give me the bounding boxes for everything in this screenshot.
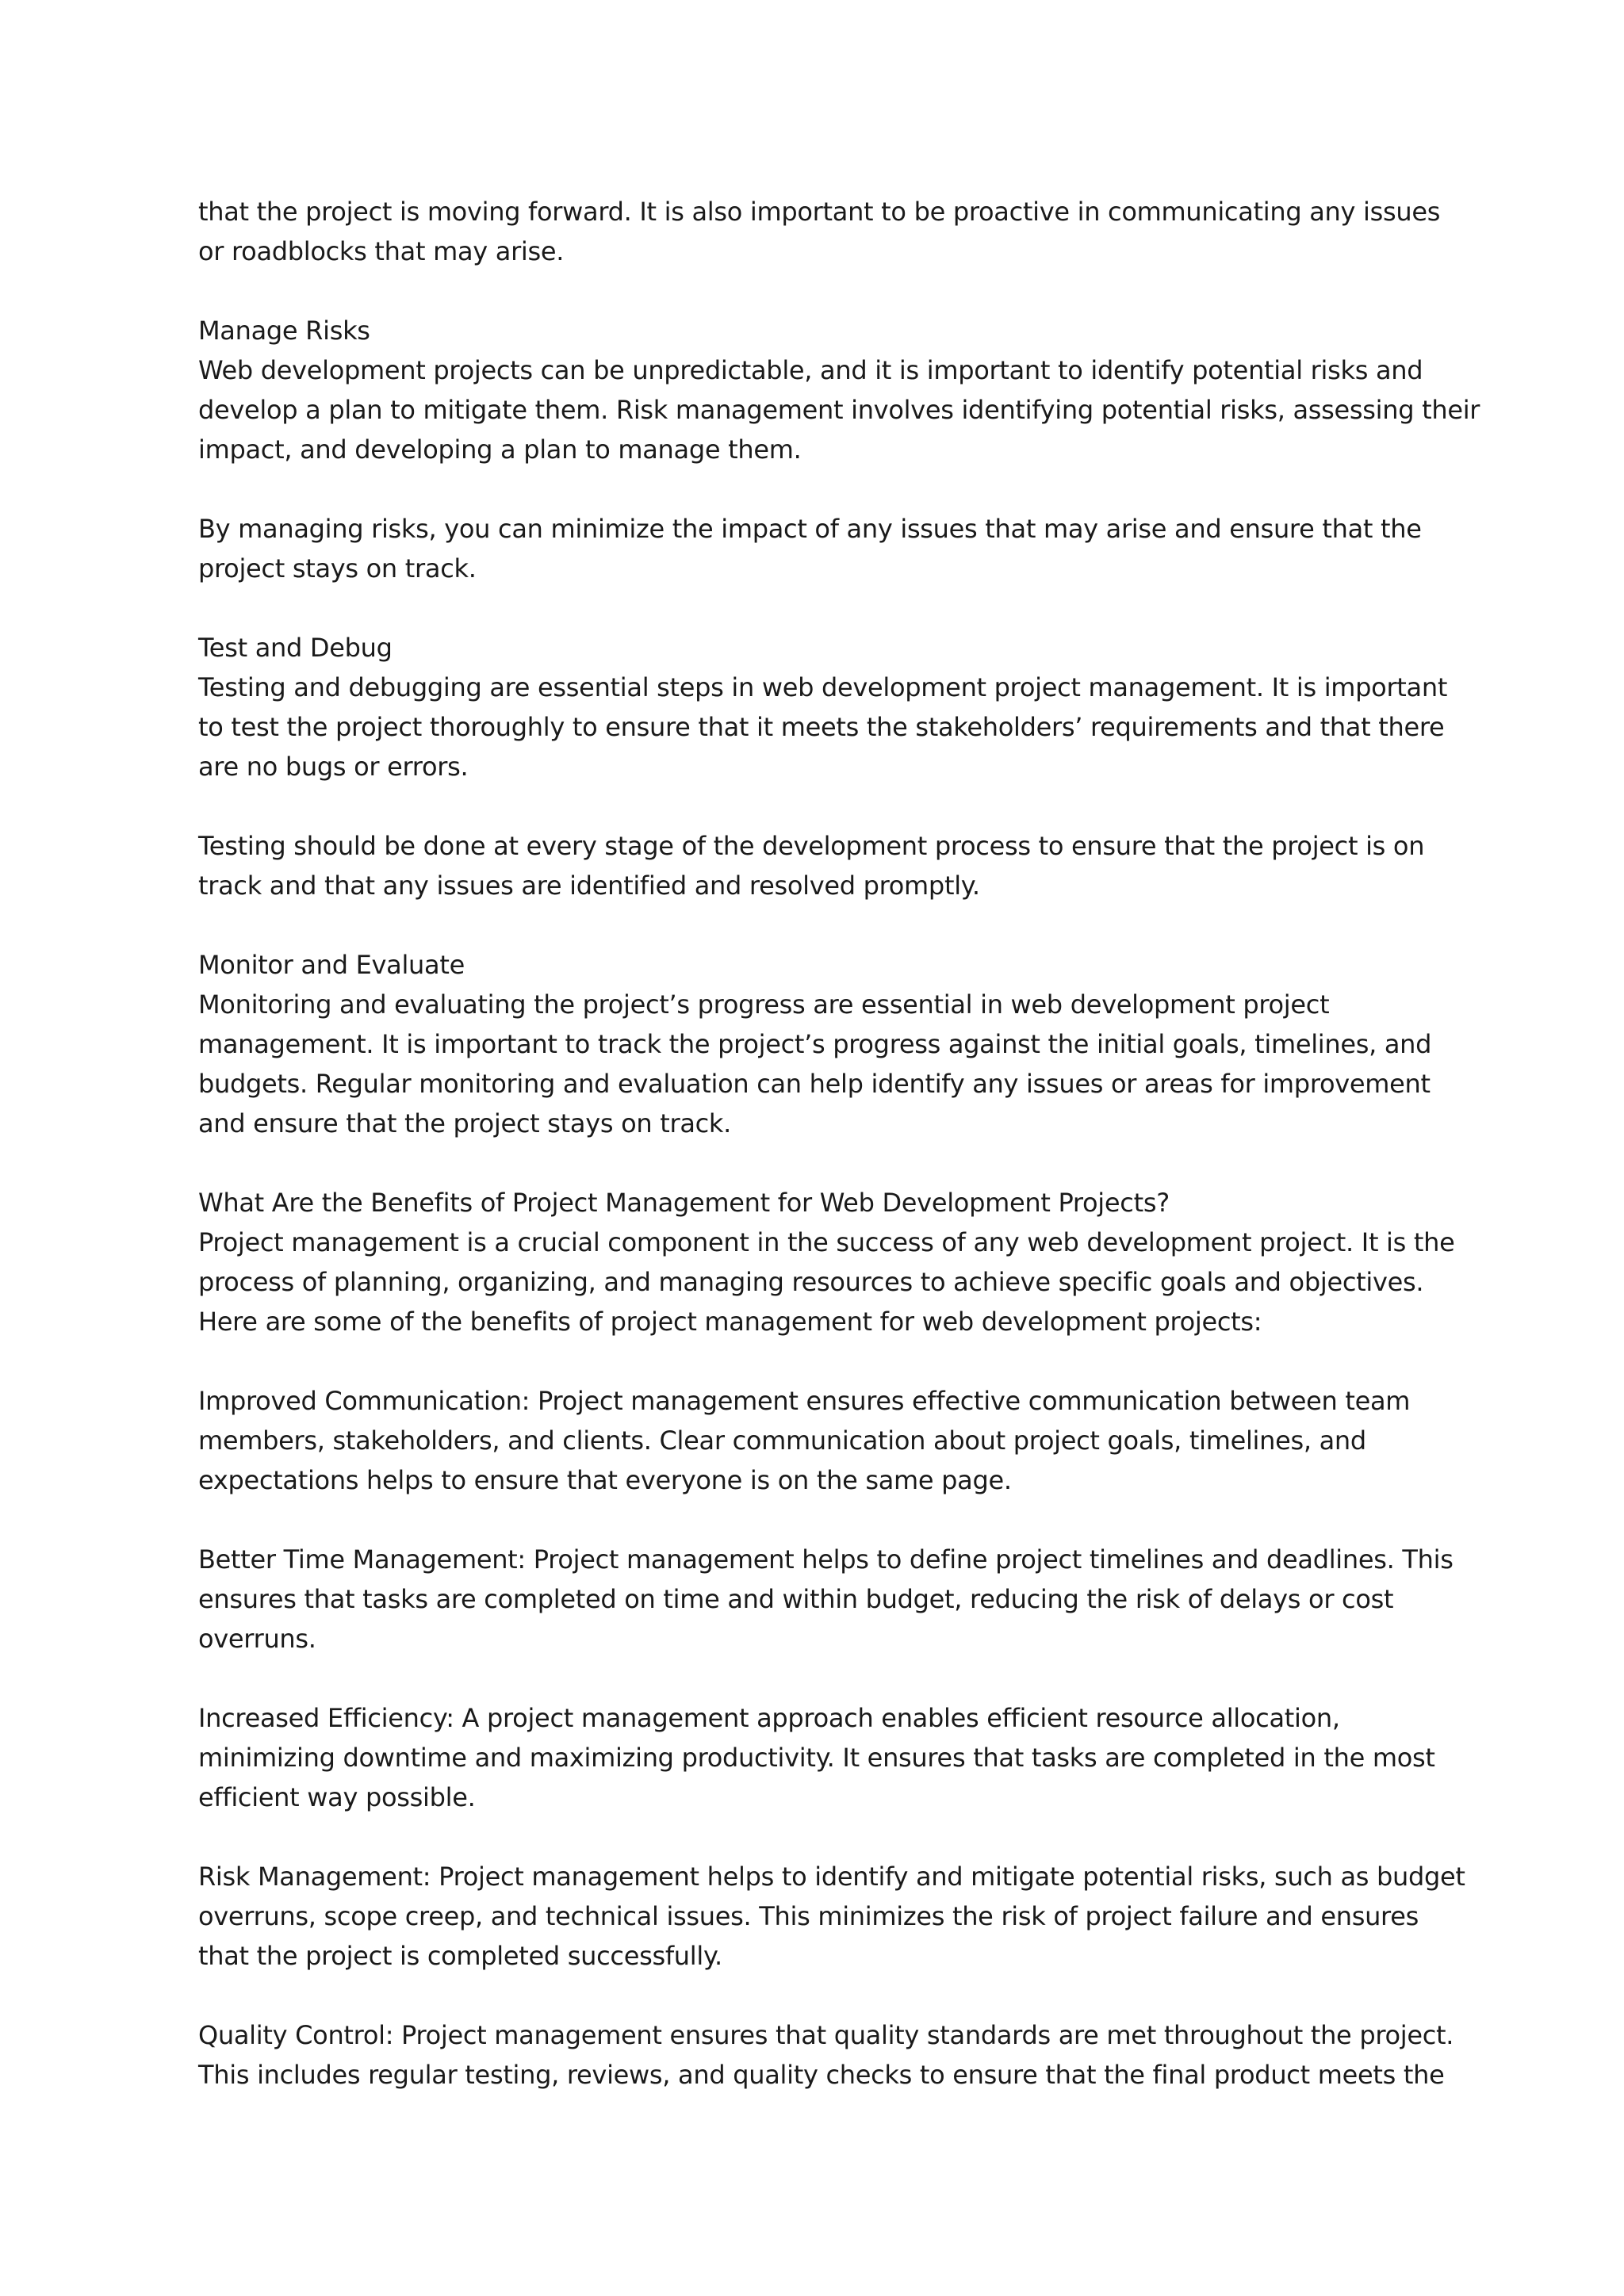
text-line: minimizing downtime and maximizing productivity. It ensures that tasks are completed in the most <box>198 1743 1435 1773</box>
section-monitor-and-evaluate <box>198 945 1451 1143</box>
paragraph-continuation <box>198 192 1451 271</box>
paragraph-quality-control <box>198 2015 1454 2095</box>
paragraph-spacer <box>198 1659 1451 1698</box>
text-line: By managing risks, you can minimize the impact of any issues that may arise and ensure that the <box>198 514 1422 544</box>
paragraph-spacer <box>198 271 1451 311</box>
text-line: Testing should be done at every stage of the development process to ensure that the project is on <box>198 831 1425 861</box>
text-line: to test the project thoroughly to ensure that it meets the stakeholders’ requirements and that there <box>198 712 1445 742</box>
paragraph-spacer <box>198 469 1451 509</box>
paragraph-spacer <box>198 1500 1451 1540</box>
text-line: develop a plan to mitigate them. Risk management involves identifying potential risks, assessing their <box>198 395 1480 425</box>
paragraph-testing <box>198 826 1451 905</box>
text-line: overruns, scope creep, and technical issues. This minimizes the risk of project failure and ensures <box>198 1901 1419 1931</box>
text-line: Testing and debugging are essential steps in web development project management. It is important <box>198 672 1448 702</box>
text-line: Here are some of the benefits of project management for web development projects: <box>198 1307 1262 1337</box>
paragraph-spacer <box>198 588 1451 628</box>
text-line: are no bugs or errors. <box>198 752 469 782</box>
text-line: Increased Efficiency: A project management approach enables efficient resource allocation, <box>198 1703 1340 1733</box>
paragraph-improved-communication <box>198 1381 1451 1500</box>
text-line: that the project is completed successfully. <box>198 1941 722 1971</box>
paragraph-better-time-management <box>198 1540 1454 1659</box>
text-line: members, stakeholders, and clients. Clear communication about project goals, timelines, and <box>198 1425 1366 1456</box>
text-line: Improved Communication: Project management ensures effective communication between team <box>198 1386 1411 1416</box>
text-line: that the project is moving forward. It is also important to be proactive in communicating any issues <box>198 197 1441 227</box>
paragraph-spacer <box>198 786 1451 826</box>
text-line: impact, and developing a plan to manage them. <box>198 434 802 465</box>
text-line: This includes regular testing, reviews, and quality checks to ensure that the final product meets the <box>198 2060 1445 2090</box>
text-line: Project management is a crucial component in the success of any web development project. It is the <box>198 1227 1455 1257</box>
text-line: expectations helps to ensure that everyone is on the same page. <box>198 1465 1012 1495</box>
paragraph-spacer <box>198 1341 1451 1381</box>
text-line: Quality Control: Project management ensures that quality standards are met throughout the project. <box>198 2020 1454 2050</box>
text-line: budgets. Regular monitoring and evaluation can help identify any issues or areas for improvement <box>198 1069 1431 1099</box>
section-manage-risks <box>198 311 1480 469</box>
text-line: efficient way possible. <box>198 1782 476 1812</box>
text-line: and ensure that the project stays on track. <box>198 1108 732 1138</box>
section-heading: Manage Risks <box>198 316 370 346</box>
section-test-and-debug <box>198 628 1451 786</box>
section-heading: Test and Debug <box>198 633 393 663</box>
text-line: overruns. <box>198 1624 316 1654</box>
paragraph-spacer <box>198 1143 1451 1183</box>
text-line: ensures that tasks are completed on time and within budget, reducing the risk of delays or cost <box>198 1584 1394 1614</box>
paragraph-spacer <box>198 1817 1451 1857</box>
text-line: Better Time Management: Project management helps to define project timelines and deadlines. This <box>198 1544 1454 1575</box>
paragraph-managing-risks <box>198 509 1451 588</box>
section-benefits <box>198 1183 1455 1341</box>
paragraph-spacer <box>198 1976 1451 2015</box>
text-line: management. It is important to track the project’s progress against the initial goals, timelines, and <box>198 1029 1432 1059</box>
paragraph-spacer <box>198 905 1451 945</box>
text-line: Web development projects can be unpredictable, and it is important to identify potential risks and <box>198 355 1423 385</box>
text-line: project stays on track. <box>198 553 477 584</box>
text-line: process of planning, organizing, and managing resources to achieve specific goals and objectives. <box>198 1267 1424 1297</box>
text-line: or roadblocks that may arise. <box>198 236 565 266</box>
text-line: Risk Management: Project management helps to identify and mitigate potential risks, such as budget <box>198 1862 1465 1892</box>
text-line: track and that any issues are identified and resolved promptly. <box>198 871 980 901</box>
section-heading: What Are the Benefits of Project Management for Web Development Projects? <box>198 1188 1170 1218</box>
paragraph-increased-efficiency <box>198 1698 1451 1817</box>
text-line: Monitoring and evaluating the project’s progress are essential in web development project <box>198 989 1330 1020</box>
paragraph-risk-management <box>198 1857 1465 1976</box>
document-body <box>198 192 1480 2095</box>
section-heading: Monitor and Evaluate <box>198 950 465 980</box>
